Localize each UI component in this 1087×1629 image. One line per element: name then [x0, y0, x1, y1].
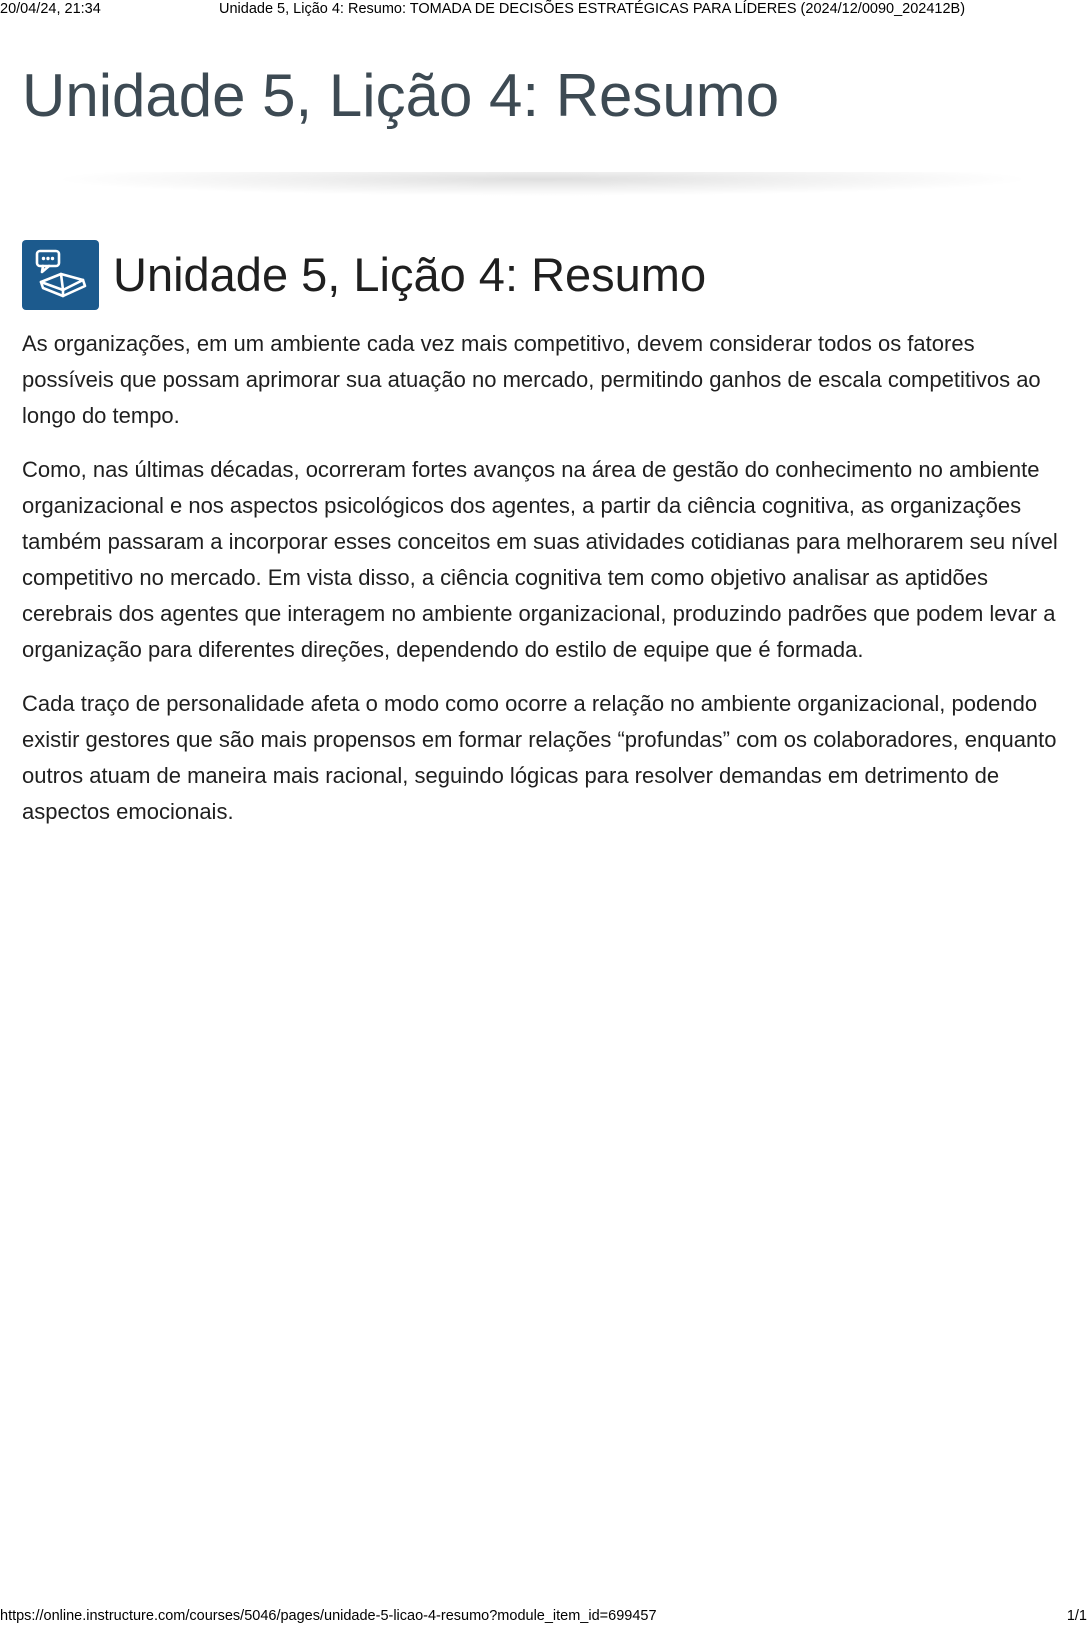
print-datetime: 20/04/24, 21:34 — [0, 1, 101, 17]
paragraph: As organizações, em um ambiente cada vez mais competitivo, devem considerar todos os fatores possíveis que possam aprimorar sua atuação no mercado, permitindo ganhos de escala competitivos ao longo do tempo. — [22, 331, 1041, 428]
reading-book-chat-icon — [22, 240, 99, 310]
paragraph: Cada traço de personalidade afeta o modo como ocorre a relação no ambiente organizacional, podendo existir gestores que são mais propensos em formar relações “profundas” com os colaboradores, enquanto outros atuam de maneira mais racional, seguindo lógicas para resolver demandas em detrimento de aspectos emocionais. — [22, 691, 1057, 824]
page-title: Unidade 5, Lição 4: Resumo — [22, 62, 780, 129]
section-title: Unidade 5, Lição 4: Resumo — [113, 248, 707, 301]
print-document-title: Unidade 5, Lição 4: Resumo: TOMADA DE DECISÕES ESTRATÉGICAS PARA LÍDERES (2024/12/0090_202412B) — [219, 1, 966, 17]
print-header — [0, 0, 1087, 22]
section-header — [22, 240, 706, 310]
print-footer — [0, 1606, 1087, 1628]
print-url: https://online.instructure.com/courses/5046/pages/unidade-5-licao-4-resumo?module_item_id=699457 — [0, 1608, 657, 1624]
title-divider-shadow — [50, 172, 1035, 196]
page-number: 1/1 — [1066, 1608, 1087, 1624]
lesson-content — [22, 326, 1072, 848]
paragraph: Como, nas últimas décadas, ocorreram fortes avanços na área de gestão do conhecimento no ambiente organizacional e nos aspectos psicológicos dos agentes, a partir da ciência cognitiva, as organizações também passaram a incorporar esses conceitos em suas atividades cotidianas para melhorarem seu nível competitivo no mercado. Em vista disso, a ciência cognitiva tem como objetivo analisar as aptidões cerebrais dos agentes que interagem no ambiente organizacional, produzindo padrões que podem levar a organização para diferentes direções, dependendo do estilo de equipe que é formada. — [22, 457, 1058, 662]
